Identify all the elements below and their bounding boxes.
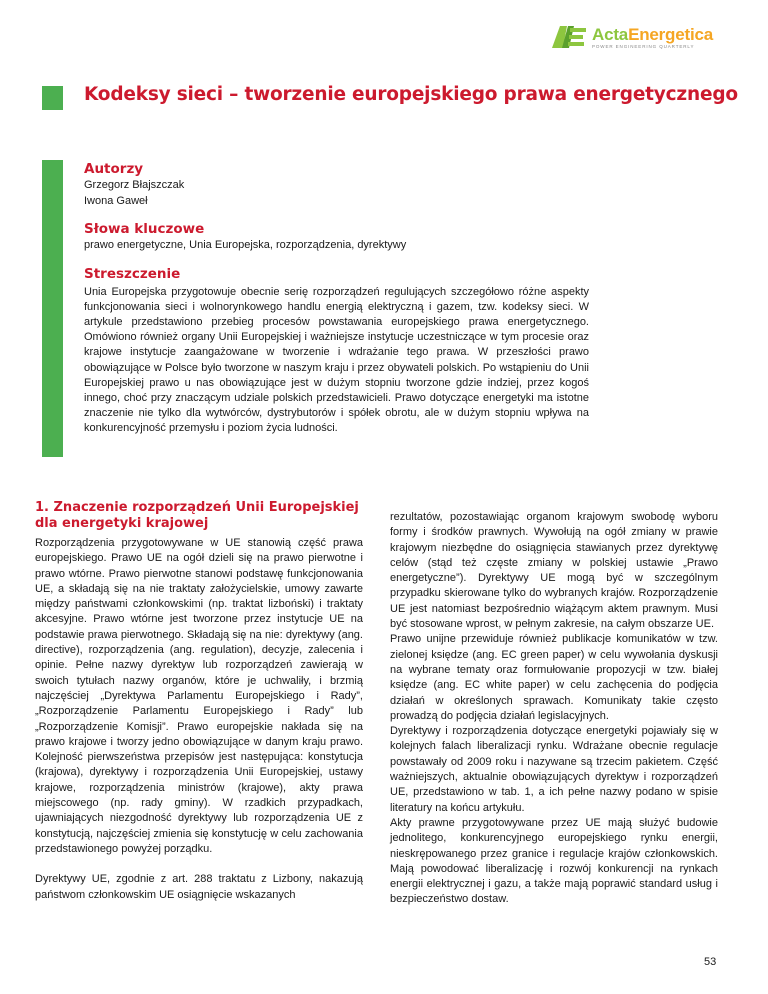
keywords-heading: Słowa kluczowe [84, 221, 205, 237]
page-number: 53 [704, 956, 717, 968]
paragraph-gap [35, 857, 363, 872]
left-column [35, 500, 363, 903]
paragraph: rezultatów, pozostawiając organom krajowym swobodę wyboru formy i środków prawnych. Wywołują na ogół zmiany w prawie krajowym niezbędne do osiągnięcia stawianych przez dyrektywę celów (stąd też częste zmiany w polskiej ustawie „Prawo energetyczne”). Dyrektywy UE mogą być w szczególnym przypadku skierowane tylko do wybranych krajów. Rozporządzenie UE jest natomiast bezpośrednio wiążącym aktem prawnym. Musi być stosowane wprost, w pełnym zakresie, na całym obszarze UE. [390, 511, 718, 631]
logo-tagline: POWER ENGINEERING QUARTERLY [592, 44, 695, 49]
abstract-heading: Streszczenie [84, 265, 181, 282]
paragraph: Dyrektywy i rozporządzenia dotyczące energetyki pojawiały się w kolejnych falach liberalizacji rynku. Wdrażane obecnie regulacje powstawały od 2009 roku i nazywane są trzecim pakietem. Część ważniejszych, aktualnie obowiązujących dyrektyw i rozporządzeń UE, przedstawiono w tab. 1, a ich pełne nazwy podano w spisie literatury na końcu artykułu. [390, 725, 718, 814]
authors-heading: Autorzy [84, 161, 144, 177]
keywords-text: prawo energetyczne, Unia Europejska, rozporządzenia, dyrektywy [84, 239, 407, 251]
title-accent-bar [42, 86, 63, 110]
logo-name-part1: Acta [592, 25, 629, 44]
logo-name [592, 26, 713, 43]
abstract-text: Unia Europejska przygotowuje obecnie serię rozporządzeń regulujących szczegółowo różne aspekty funkcjonowania sieci i wolnorynkowego handlu energią elektryczną i gazem, tzw. kodeksy sieci. W artykule przedstawiono przebieg procesów powstawania europejskiego prawa energetycznego. Omówiono również organy Unii Europejskiej i ważniejsze instytucje uczestniczące w tym procesie oraz krajowe instytucje zaangażowane w tworzenie i wdrażanie tego prawa. W przeszłości prawo obowiązujące w Polsce było tworzone w naszym kraju i przez obywateli polskich. Po wstąpieniu do Unii Europejskiej prawo u nas obowiązujące jest w dużym stopniu tworzone gdzie indziej, przez kogoś innego, choć przy znaczącym udziale polskich przedstawicieli. Prawo dotyczące energetyki ma istotne znaczenie nie tylko dla wytwórców, dystrybutorów i spółek obrotu, ale w dużym stopniu wpływa na konkurencyjność przemysłu i poziom życia ludności. [84, 285, 589, 435]
paragraph: Akty prawne przygotowywane przez UE mają służyć budowie jednolitego, konkurencyjnego europejskiego rynku energii, nieskrępowanego przez granice i regulacje krajów członkowskich. Mają powodować liberalizację i rozwój konkurencji na rynkach energii elektrycznej i gazu, a także mają poprawić standard usług i bezpieczeństwo dostaw. [390, 816, 718, 906]
paragraph: Prawo unijne przewiduje również publikacje komunikatów w tzw. zielonej księdze (ang. EC green paper) w celu wywołania dyskusji na wybrane tematy oraz formułowanie propozycji w tzw. białej księdze (ang. EC white paper) w celu zachęcenia do podjęcia działań w określonych sprawach. Komunikaty takie często prowadzą do podjęcia działań legislacyjnych. [390, 633, 718, 722]
acta-energetica-logo-icon [552, 26, 588, 48]
section-1-heading: 1. Znaczenie rozporządzeń Unii Europejskiej dla energetyki krajowej [35, 500, 359, 531]
author-2: Iwona Gaweł [84, 194, 148, 207]
article-title: Kodeksy sieci – tworzenie europejskiego prawa energetycznego [84, 84, 738, 105]
right-column [390, 510, 718, 908]
abstract-accent-bar [42, 160, 63, 457]
paragraph: Dyrektywy UE, zgodnie z art. 288 traktatu z Lizbony, nakazują państwom członkowskim UE osiągnięcie wskazanych [35, 873, 363, 901]
logo-name-part2: Energetica [628, 25, 713, 44]
journal-logo [552, 26, 734, 52]
author-1: Grzegorz Błajszczak [84, 179, 185, 191]
paragraph: Rozporządzenia przygotowywane w UE stanowią część prawa europejskiego. Prawo UE na ogół dzieli się na prawo pierwotne i prawo wtórne. Prawo pierwotne stanowi podstawę funkcjonowania UE, a składają się na nie traktaty założycielskie, umowy zawarte między państwami członkowskimi (np. traktat lizboński) i traktaty akcesyjne. Prawo wtórne jest tworzone przez instytucje UE na podstawie prawa pierwotnego. Składają się na nie: dyrektywy (ang. directive), rozporządzenia (ang. regulation), decyzje, zalecenia i opinie. Pełne nazwy dyrektyw lub rozporządzeń zawierają w swoich tytułach nazwy organów, które je uchwaliły, i brzmią najczęściej „Dyrektywa Parlamentu Europejskiego i Rady”, „Rozporządzenie Parlamentu Europejskiego i Rady” lub „Rozporządzenie Komisji”. Prawo europejskie nakłada się na prawo krajowe i tworzy jedno obowiązujące w danym kraju prawo. Kolejność pierwszeństwa przepisów jest następująca: konstytucja (krajowa), dyrektywy i rozporządzenia Unii Europejskiej, ustawy krajowe, rozporządzenia ministrów (krajowe), akty prawa miejscowego (np. rady gminy). W rzadkich przypadkach, ujawniających niezgodność dyrektywy lub rozporządzenia UE z konstytucją, najczęściej zmienia się konstytucję w celu zachowania przedstawionego powyżej porządku. [35, 537, 363, 855]
abstract-block [84, 160, 732, 437]
